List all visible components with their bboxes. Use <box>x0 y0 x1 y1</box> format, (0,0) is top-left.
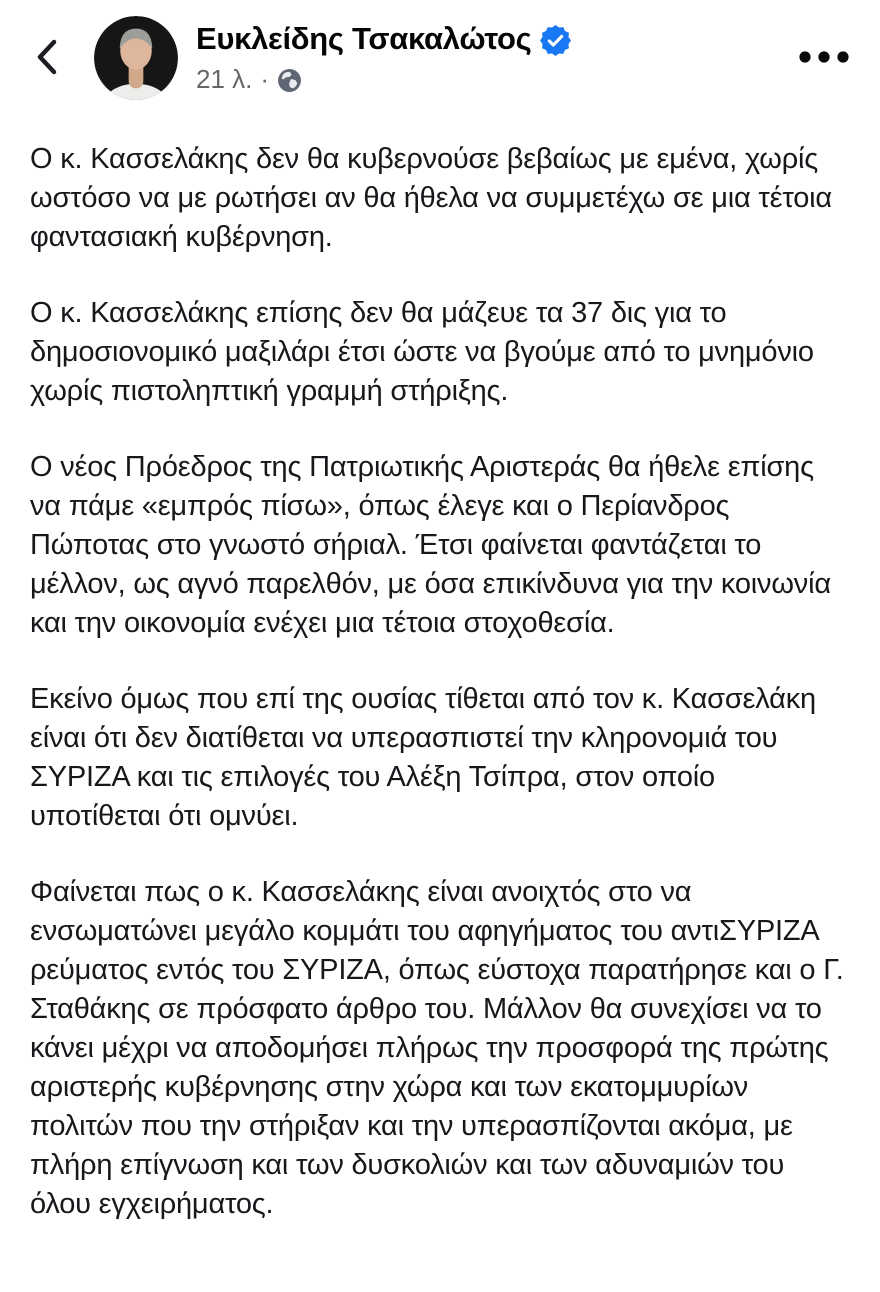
globe-public-icon <box>277 68 302 93</box>
post-paragraph-5: Φαίνεται πως ο κ. Κασσελάκης είναι ανοιχτός στο να ενσωματώνει μεγάλο κομμάτι του αφηγήματος του αντιΣΥΡΙΖΑ ρεύματος εντός του ΣΥΡΙΖΑ, όπως εύστοχα παρατήρησε και ο Γ. Σταθάκης σε πρόσφατο άρθρο του. Μάλλον θα συνεχίσει να το κάνει μέχρι να αποδομήσει πλήρως την προσφορά της πρώτης αριστερής κυβέρνησης στην χώρα και των εκατομμυρίων πολιτών που την στήριξαν και την υπερασπίζονται ακόμα, με πλήρη επίγνωση και των δυσκολιών και των αδυναμιών του όλου εγχειρήματος. <box>30 876 844 1220</box>
post-body <box>0 112 880 1224</box>
chevron-left-icon <box>32 37 62 80</box>
name-row <box>196 21 571 57</box>
meta-separator: · <box>260 64 270 94</box>
profile-name[interactable]: Ευκλείδης Τσακαλώτος <box>196 21 532 56</box>
avatar-image <box>94 16 178 100</box>
post-paragraph-1: Ο κ. Κασσελάκης δεν θα κυβερνούσε βεβαίως με εμένα, χωρίς ωστόσο να με ρωτήσει αν θα ήθελα να συμμετέχω σε μια τέτοια φαντασιακή κυβέρνηση. <box>30 143 832 253</box>
ellipsis-icon <box>798 50 850 67</box>
post-paragraph-3: Ο νέος Πρόεδρος της Πατριωτικής Αριστεράς θα ήθελε επίσης να πάμε «εμπρός πίσω», όπως έλεγε και ο Περίανδρος Πώποτας στο γνωστό σήριαλ. Έτσι φαίνεται φαντάζεται το μέλλον, ως αγνό παρελθόν, με όσα επικίνδυνα για την κοινωνία και την οικονομία ενέχει μια τέτοια στοχοθεσία. <box>30 451 831 639</box>
back-button[interactable] <box>0 10 94 106</box>
timestamp: 21 λ. <box>196 64 253 94</box>
avatar[interactable] <box>94 16 178 100</box>
post-paragraph-4: Εκείνο όμως που επί της ουσίας τίθεται από τον κ. Κασσελάκη είναι ότι δεν διατίθεται να υπερασπιστεί την κληρονομιά του ΣΥΡΙΖΑ και τις επιλογές του Αλέξη Τσίπρα, στον οποίο υποτίθεται ότι ομνύει. <box>30 683 816 832</box>
post-meta <box>196 64 571 95</box>
more-options-button[interactable] <box>796 44 852 73</box>
post-paragraph-2: Ο κ. Κασσελάκης επίσης δεν θα μάζευε τα 37 δις για το δημοσιονομικό μαξιλάρι έτσι ώστε να βγούμε από το μνημόνιο χωρίς πιστοληπτική γραμμή στήριξης. <box>30 297 814 407</box>
header-text-block <box>196 21 571 95</box>
post-header <box>0 0 880 112</box>
verified-badge-icon <box>540 25 571 56</box>
